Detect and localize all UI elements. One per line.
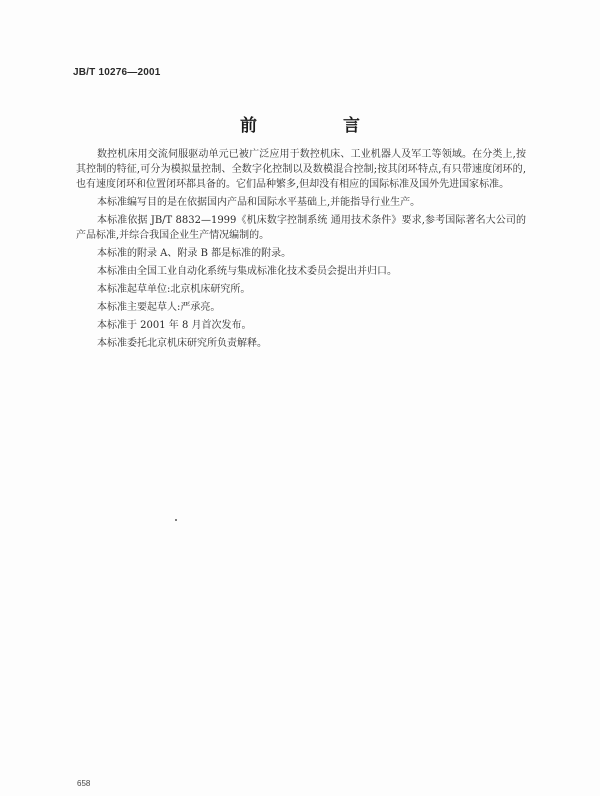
standard-number: JB/T 10276—2001 <box>73 67 161 78</box>
preface-body <box>76 147 526 354</box>
paragraph-drafter: 本标准主要起草人:严承亮。 <box>97 302 221 313</box>
scan-dot <box>175 519 177 521</box>
paragraph-purpose: 本标准编写目的是在依据国内产品和国际水平基础上,并能指导行业生产。 <box>97 197 421 208</box>
paragraph-basis: 本标准依据 JB/T 8832—1999《机床数字控制系统 通用技术条件》要求,参考国际著名大公司的产品标准,并综合我国企业生产情况编制的。 <box>76 215 526 241</box>
paragraph-drafting-unit: 本标准起草单位:北京机床研究所。 <box>97 284 251 295</box>
page-number: 658 <box>77 779 91 788</box>
paragraph-release: 本标准于 2001 年 8 月首次发布。 <box>97 320 252 331</box>
paragraph-proposer: 本标准由全国工业自动化系统与集成标准化技术委员会提出并归口。 <box>97 266 397 277</box>
paragraph-interpretation: 本标准委托北京机床研究所负责解释。 <box>97 338 267 349</box>
paragraph-appendix: 本标准的附录 A、附录 B 都是标准的附录。 <box>97 248 292 259</box>
paragraph-intro: 数控机床用交流伺服驱动单元已被广泛应用于数控机床、工业机器人及军工等领域。在分类上,按其控制的特征,可分为模拟量控制、全数字化控制以及数模混合控制;按其闭环特点,有只带速度闭环的,也有速度闭环和位置闭环都具备的。它们品种繁多,但却没有相应的国际标准及国外先进国家标准。 <box>76 149 526 190</box>
page-title: 前 言 <box>240 116 400 136</box>
